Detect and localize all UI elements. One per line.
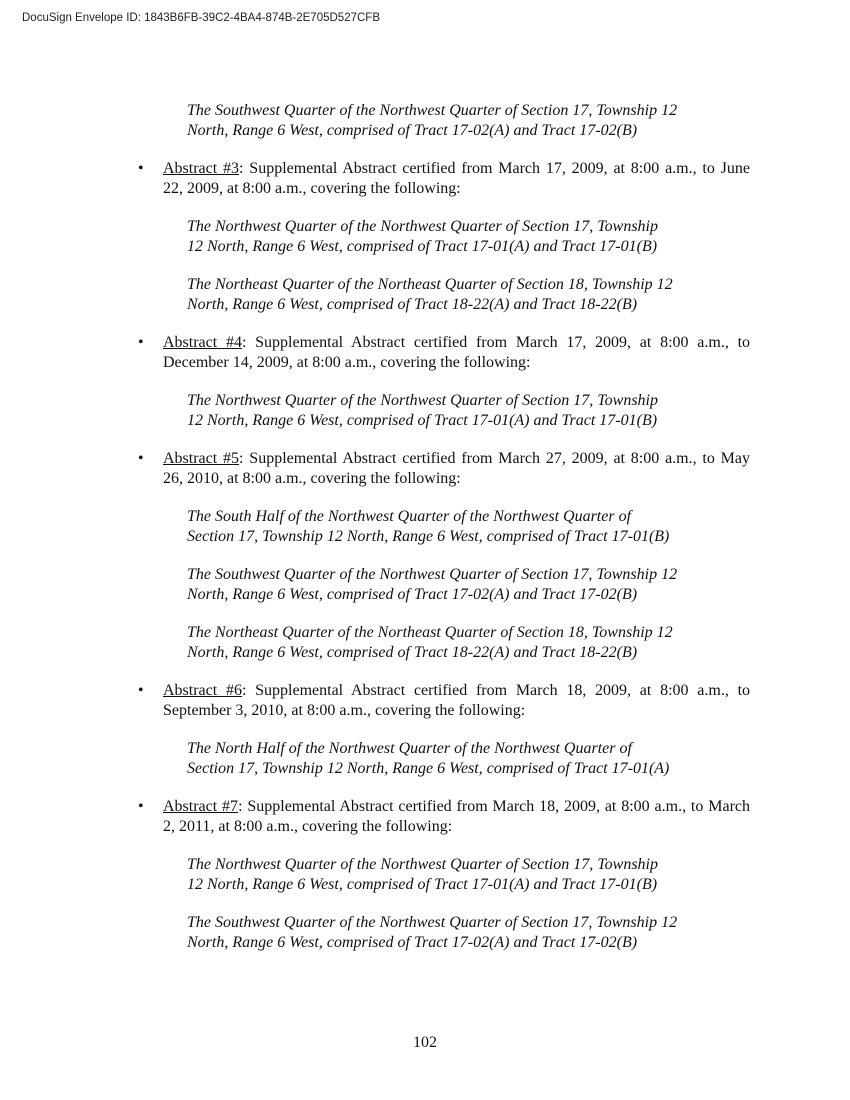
- paragraph-spacer: [138, 952, 750, 971]
- abstract-item: [138, 681, 750, 720]
- legal-description: [187, 507, 702, 546]
- bullet-icon: •: [138, 450, 144, 467]
- paragraph-spacer: [138, 372, 750, 391]
- legal-description: [187, 739, 702, 778]
- bullet-icon: •: [138, 682, 144, 699]
- legal-description-line: The Southwest Quarter of the Northwest Quarter of Section 17, Township 12: [187, 914, 678, 931]
- legal-description: [187, 565, 702, 604]
- abstract-description: : Supplemental Abstract certified from March 27, 2009, at 8:00 a.m., to May 26, 2010, at 8:00 a.m., covering the following:: [163, 450, 751, 487]
- paragraph-spacer: [138, 256, 750, 275]
- legal-description-line: 12 North, Range 6 West, comprised of Tract 17-01(A) and Tract 17-01(B): [187, 237, 658, 255]
- paragraph-spacer: [138, 314, 750, 333]
- legal-description-line: The Southwest Quarter of the Northwest Quarter of Section 17, Township 12: [187, 102, 678, 119]
- bullet-icon: •: [138, 334, 144, 351]
- legal-description-line: The North Half of the Northwest Quarter of the Northwest Quarter of: [187, 740, 632, 757]
- paragraph-spacer: [138, 604, 750, 623]
- page-number: 102: [413, 1034, 437, 1051]
- abstract-description: : Supplemental Abstract certified from March 18, 2009, at 8:00 a.m., to March 2, 2011, at 8:00 a.m., covering the following:: [163, 798, 750, 835]
- legal-description-line: The Northwest Quarter of the Northwest Quarter of Section 17, Township: [187, 392, 658, 409]
- legal-description-line: The Northeast Quarter of the Northeast Quarter of Section 18, Township 12: [187, 276, 673, 293]
- abstract-item: [138, 449, 750, 488]
- legal-description-line: The Southwest Quarter of the Northwest Quarter of Section 17, Township 12: [187, 566, 678, 583]
- abstract-label: Abstract #3: [163, 160, 240, 177]
- abstract-description: : Supplemental Abstract certified from March 17, 2009, at 8:00 a.m., to June 22, 2009, at 8:00 a.m., covering the following:: [163, 160, 751, 197]
- abstract-item: [138, 159, 750, 198]
- legal-description-line: North, Range 6 West, comprised of Tract 17-02(A) and Tract 17-02(B): [187, 933, 638, 951]
- intro-legal-descriptions: [138, 101, 750, 159]
- legal-description-line: The Northwest Quarter of the Northwest Quarter of Section 17, Township: [187, 856, 658, 873]
- paragraph-spacer: [138, 720, 750, 739]
- legal-description: [187, 623, 702, 662]
- abstract-label: Abstract #5: [163, 450, 240, 467]
- paragraph-spacer: [138, 140, 750, 159]
- paragraph-spacer: [138, 778, 750, 797]
- legal-description: [187, 391, 702, 430]
- legal-description: [187, 275, 702, 314]
- abstract-list: [138, 159, 750, 971]
- legal-description: [187, 101, 702, 140]
- paragraph-spacer: [138, 662, 750, 681]
- abstract-label: Abstract #6: [163, 682, 242, 699]
- abstract-label: Abstract #4: [163, 334, 242, 351]
- legal-description-line: Section 17, Township 12 North, Range 6 West, comprised of Tract 17-01(B): [187, 527, 670, 545]
- legal-description: [187, 855, 702, 894]
- bullet-icon: •: [138, 798, 144, 815]
- abstract-item: [138, 333, 750, 372]
- abstract-description: : Supplemental Abstract certified from March 17, 2009, at 8:00 a.m., to December 14, 2009, at 8:00 a.m., covering the following:: [163, 334, 751, 371]
- legal-description-line: North, Range 6 West, comprised of Tract 17-02(A) and Tract 17-02(B): [187, 585, 638, 603]
- abstract-label: Abstract #7: [163, 798, 239, 815]
- paragraph-spacer: [138, 546, 750, 565]
- legal-description-line: The Northeast Quarter of the Northeast Quarter of Section 18, Township 12: [187, 624, 673, 641]
- paragraph-spacer: [138, 894, 750, 913]
- document-body: [138, 101, 750, 971]
- legal-description-line: The South Half of the Northwest Quarter of the Northwest Quarter of: [187, 508, 632, 525]
- legal-description-line: North, Range 6 West, comprised of Tract 17-02(A) and Tract 17-02(B): [187, 121, 638, 139]
- docusign-envelope-id: DocuSign Envelope ID: 1843B6FB-39C2-4BA4-874B-2E705D527CFB: [22, 12, 380, 24]
- paragraph-spacer: [138, 430, 750, 449]
- legal-description-line: The Northwest Quarter of the Northwest Quarter of Section 17, Township: [187, 218, 658, 235]
- legal-description-line: North, Range 6 West, comprised of Tract 18-22(A) and Tract 18-22(B): [187, 643, 638, 661]
- paragraph-spacer: [138, 198, 750, 217]
- paragraph-spacer: [138, 488, 750, 507]
- legal-description-line: Section 17, Township 12 North, Range 6 West, comprised of Tract 17-01(A): [187, 759, 670, 777]
- paragraph-spacer: [138, 836, 750, 855]
- abstract-description: : Supplemental Abstract certified from March 18, 2009, at 8:00 a.m., to September 3, 2010, at 8:00 a.m., covering the following:: [163, 682, 751, 719]
- legal-description: [187, 217, 702, 256]
- legal-description: [187, 913, 702, 952]
- legal-description-line: 12 North, Range 6 West, comprised of Tract 17-01(A) and Tract 17-01(B): [187, 875, 658, 893]
- legal-description-line: 12 North, Range 6 West, comprised of Tract 17-01(A) and Tract 17-01(B): [187, 411, 658, 429]
- legal-description-line: North, Range 6 West, comprised of Tract 18-22(A) and Tract 18-22(B): [187, 295, 638, 313]
- bullet-icon: •: [138, 160, 144, 177]
- abstract-item: [138, 797, 750, 836]
